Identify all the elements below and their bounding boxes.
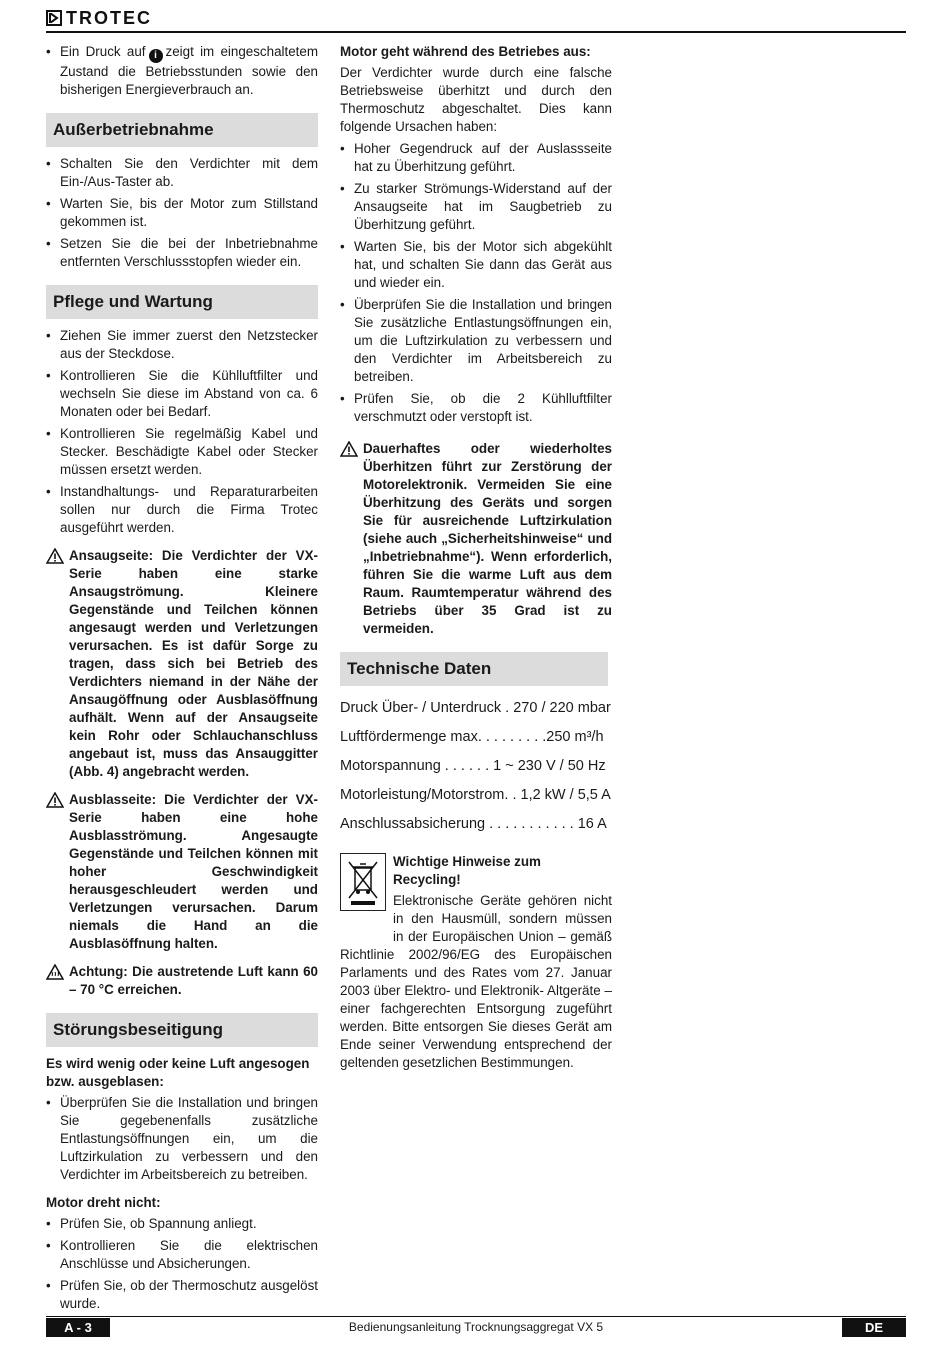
section-heading-stoerung: Störungsbeseitigung bbox=[46, 1013, 318, 1047]
warning-triangle-icon bbox=[46, 548, 64, 564]
list-item: • Instandhaltungs- und Reparaturarbeiten sollen nur durch die Firma Trotec ausgeführt werden. bbox=[46, 483, 318, 537]
list-item: • Prüfen Sie, ob der Thermoschutz ausgelöst wurde. bbox=[46, 1277, 318, 1313]
list-item: • Hoher Gegendruck auf der Auslassseite hat zu Überhitzung geführt. bbox=[340, 140, 612, 176]
subheading: Es wird wenig oder keine Luft angesogen bzw. ausgeblasen: bbox=[46, 1056, 310, 1089]
warning-text: Achtung: Die austretende Luft kann 60 – 70 °C erreichen. bbox=[69, 964, 318, 997]
subheading: Motor dreht nicht: bbox=[46, 1195, 161, 1210]
header-divider bbox=[46, 31, 906, 33]
list-item: • Ziehen Sie immer zuerst den Netzstecker aus der Steckdose. bbox=[46, 327, 318, 363]
warning-block bbox=[340, 440, 612, 638]
warning-text: Ansaugseite: Die Verdichter der VX-Serie haben eine starke Ansaugströmung. Kleinere Gegenstände und Teilchen können angesaugt werden und Verletzungen verursachen. Es ist dafür Sorge zu tragen, dass sich bei Betrieb des Verdichters niemand in der Nähe der Ansaugöffnung oder Ausblasöffnung aufhält. Wenn auf der Ansaugseite kein Rohr oder Schlauchanschluss angebaut ist, muss das Ansauggitter (Abb. 4) angebracht werden. bbox=[69, 548, 318, 779]
brand-name: TROTEC bbox=[66, 8, 152, 28]
document-title: Bedienungsanleitung Trocknungsaggregat VX 5 bbox=[348, 1320, 604, 1334]
page-footer bbox=[46, 1316, 906, 1337]
section-heading-technische-daten: Technische Daten bbox=[340, 652, 608, 686]
list-item: • Überprüfen Sie die Installation und bringen Sie zusätzliche Entlastungsöffnungen ein, um die Luftzirkulation zu verbessern und den Verdichter im Arbeitsbereich zu betreiben. bbox=[340, 296, 612, 386]
warning-triangle-icon bbox=[340, 441, 358, 457]
list-item: • Zu starker Strömungs-Widerstand auf der Ansaugseite hat im Saugbetrieb zu Überhitzung geführt. bbox=[340, 180, 612, 234]
section-heading-pflege: Pflege und Wartung bbox=[46, 285, 318, 319]
list-item: • Kontrollieren Sie die elektrischen Anschlüsse und Absicherungen. bbox=[46, 1237, 318, 1273]
intro-text-pre: Ein Druck auf bbox=[60, 44, 146, 59]
warning-block bbox=[46, 791, 318, 953]
spec-row: Motorleistung/Motorstrom. . 1,2 kW / 5,5 A bbox=[340, 787, 611, 803]
list-item: • Überprüfen Sie die Installation und bringen Sie gegebenenfalls zusätzliche Entlastungsöffnungen ein, um die Luftzirkulation zu verbessern und den Verdichter im Arbeitsbereich zu betreiben. bbox=[46, 1094, 318, 1184]
spec-row: Luftfördermenge max. . . . . . . . .250 m³/h bbox=[340, 729, 604, 745]
intro-bullet bbox=[46, 43, 318, 99]
list-item: • Warten Sie, bis der Motor zum Stillstand gekommen ist. bbox=[46, 195, 318, 231]
hot-surface-warning-icon bbox=[46, 964, 64, 980]
brand-logo bbox=[46, 8, 152, 28]
paragraph: Der Verdichter wurde durch eine falsche Betriebsweise überhitzt und durch den Thermoschutz abgeschaltet. Dies kann folgende Ursachen haben: bbox=[340, 65, 612, 134]
info-icon: i bbox=[149, 49, 163, 63]
recycling-title: Wichtige Hinweise zum Recycling! bbox=[393, 854, 541, 887]
list-item: • Setzen Sie die bei der Inbetriebnahme entfernten Verschlussstopfen wieder ein. bbox=[46, 235, 318, 271]
warning-block bbox=[46, 963, 318, 999]
warning-triangle-icon bbox=[46, 792, 64, 808]
spec-row: Druck Über- / Unterdruck . 270 / 220 mbar bbox=[340, 700, 611, 716]
footer-divider bbox=[46, 1316, 906, 1317]
list-item: • Warten Sie, bis der Motor sich abgekühlt hat, und schalten Sie dann das Gerät aus und wieder ein. bbox=[340, 238, 612, 292]
list-item: • Kontrollieren Sie die Kühlluftfilter und wechseln Sie diese im Abstand von ca. 6 Monaten oder bei Bedarf. bbox=[46, 367, 318, 421]
list-item: • Kontrollieren Sie regelmäßig Kabel und Stecker. Beschädigte Kabel oder Stecker müssen ersetzt werden. bbox=[46, 425, 318, 479]
recycling-text: Richtlinie 2002/96/EG des Europäischen Parlaments und des Rates vom 27. Januar 2003 über Elektro- und Elektronik- Altgeräte – einer fachgerechten Entsorgung zugeführt werden. Bitte entsorgen Sie dieses Gerät am Ende seiner Verwendung entsprechend der geltenden gesetzlichen Bestimmungen. bbox=[340, 947, 612, 1070]
intro-text-post: zeigt im eingeschaltetem Zustand die Betriebsstunden sowie den bisherigen Energieverbrauch an. bbox=[60, 44, 318, 97]
list-item: • Schalten Sie den Verdichter mit dem Ein-/Aus-Taster ab. bbox=[46, 155, 318, 191]
recycling-notice bbox=[340, 853, 612, 1072]
spec-row: Anschlussabsicherung . . . . . . . . . . . 16 A bbox=[340, 816, 607, 832]
list-item: • Prüfen Sie, ob Spannung anliegt. bbox=[46, 1215, 318, 1233]
recycling-line: in der Europäischen Union – gemäß bbox=[393, 929, 612, 944]
warning-block bbox=[46, 547, 318, 781]
list-item: • Prüfen Sie, ob die 2 Kühlluftfilter verschmutzt oder verstopft ist. bbox=[340, 390, 612, 426]
warning-text: Ausblasseite: Die Verdichter der VX-Serie haben eine hohe Ausblasströmung. Angesaugte Gegenstände und Teilchen können mit hoher Geschwindigkeit herausgeschleudert werden und Verletzungen verursachen. Darum niemals die Hand an die Ausblasöffnung halten. bbox=[69, 792, 318, 951]
right-column bbox=[340, 43, 612, 1072]
crossed-out-bin-icon bbox=[340, 853, 386, 911]
spec-row: Motorspannung . . . . . . 1 ~ 230 V / 50 Hz bbox=[340, 758, 606, 774]
warning-text: Dauerhaftes oder wiederholtes Überhitzen führt zur Zerstörung der Motorelektronik. Vermeiden Sie eine Überhitzung des Geräts und sorgen Sie für ausreichende Luftzirkulation (siehe auch „Sicherheitshinweise“ und „Inbetriebnahme“). Wenn erforderlich, führen Sie die warme Luft aus dem Raum. Raumtemperatur während des Betriebs über 35 Grad ist zu vermeiden. bbox=[363, 441, 612, 636]
spec-list bbox=[340, 694, 612, 839]
page-number: A - 3 bbox=[46, 1318, 110, 1337]
recycling-line: in den Hausmüll, sondern müssen bbox=[393, 911, 612, 926]
left-column bbox=[46, 43, 318, 1317]
page-header bbox=[46, 8, 906, 34]
recycling-line: Elektronische Geräte gehören nicht bbox=[393, 893, 612, 908]
trotec-logo-icon bbox=[46, 10, 62, 26]
subheading: Motor geht während des Betriebes aus: bbox=[340, 44, 591, 59]
section-heading-ausserbetriebnahme: Außerbetriebnahme bbox=[46, 113, 318, 147]
language-badge: DE bbox=[842, 1318, 906, 1337]
